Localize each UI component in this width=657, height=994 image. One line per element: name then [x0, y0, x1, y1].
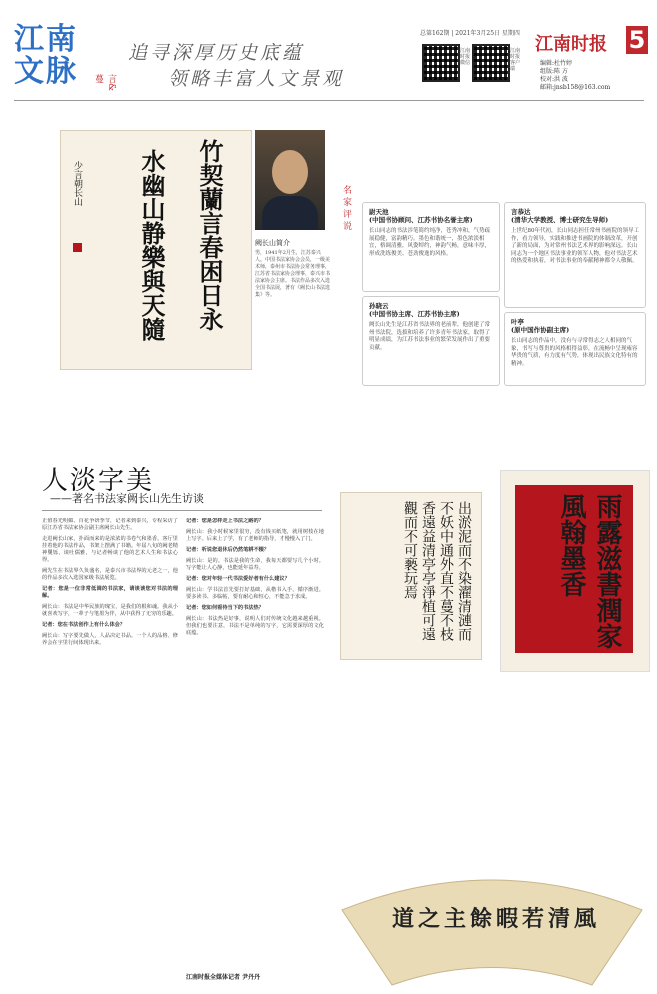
qr-code-app-icon[interactable] — [472, 44, 510, 82]
article-paragraph: 正值春光明媚、百花争妍季节，记者来到泰兴，专程采访了原江苏省书法家协会副主席阙长山先生。 — [42, 518, 178, 531]
masthead-title: 江南文脉 — [14, 22, 78, 89]
seal-script-artwork — [500, 470, 650, 672]
seal-script-panel — [515, 485, 633, 653]
comment-name: 尉天池 — [369, 208, 389, 216]
article-question: 记者：您在书法创作上有什么体会？ — [42, 622, 126, 628]
fan-text: 道之主餘暇若清風 — [392, 906, 601, 932]
qr-code-wechat-icon[interactable] — [422, 44, 460, 82]
qr-caption-wechat: 江南时报微信 — [460, 48, 471, 66]
slogan-line-1: 追寻深厚历史底蕴 — [128, 42, 305, 64]
article-question: 记者：您如何看待当下的书法热？ — [186, 605, 264, 611]
seal-script-text: 雨露滋書潤家風翰墨香 — [556, 493, 622, 649]
comment-card — [362, 202, 500, 292]
comment-role: (原中国作协副主席) — [511, 325, 570, 334]
article-title: 人淡字美 — [42, 466, 155, 496]
article-paragraph: 走进阙长山家，扑面而来的是浓浓的书卷气和墨香。客厅里挂着他的书法作品，书架上摆满了书籍。年届八旬的阙老精神矍铄，谈吐儒雅，与记者畅谈了他的艺术人生和书法心得。 — [42, 536, 178, 563]
comment-name: 言恭达 — [511, 208, 531, 216]
comment-text: 长山同志的作品中，没有与寻常得志之人相同的气象，书写与尊贵的风格相得益彰，在流畅中呈现雍容华贵的气质，有力度有气势，体现出民族文化特有的精神。 — [511, 338, 638, 367]
article-paragraph: 阙长山：是的。书法是我的生命，我每天都要写几个小时。写字能让人心静，也能延年益寿。 — [186, 558, 324, 571]
article-paragraph: 阙长山：书法是中华民族的瑰宝，是我们的根和魂。我从小就喜欢写字，一辈子与笔墨为伴，从中获得了无穷的乐趣。 — [42, 604, 178, 617]
couplet-signature: 少言朝长山 — [72, 161, 82, 206]
couplet-left: 水幽山静樂與天隨 — [137, 149, 166, 341]
article-paragraph: 阙长山：我小时候家里很穷，没有钱买纸笔，就用树枝在地上写字。后来上了学，有了老师的指导，才慢慢入了门。 — [186, 529, 324, 542]
article-question: 记者：您是怎样走上书法之路的？ — [186, 518, 264, 524]
page-number: 5 — [626, 26, 648, 54]
comment-text: 长山同志的书法涉笔简约纯净，苍秀冲和，气势疏展稳健，富韵精巧。墨色和谐统一，墨色浓淡相宜，格调清雅，风姿绰约，神韵气畅，意味丰厚，形成洗练俊美、苍劲俊逸的风格。 — [369, 228, 491, 257]
article-author: 江南时报全媒体记者 尹丹丹 — [186, 974, 261, 981]
article-column-2 — [186, 518, 324, 968]
editor-line: 组版:陈 方 — [540, 68, 568, 75]
issue-info: 总第162期 | 2021年3月25日 星期四 — [420, 30, 520, 37]
article-paragraph: 阙长山：写字要先做人，人品决定书品。一个人的品格、修养会在字里行间体现出来。 — [42, 633, 178, 646]
couplet-right: 竹契蘭言春困日永 — [195, 139, 224, 331]
article-divider — [42, 510, 322, 511]
comment-name: 孙晓云 — [369, 302, 389, 310]
comment-card — [362, 296, 500, 386]
comment-card — [504, 202, 646, 308]
comment-text: 上世纪80年代初，长山同志担任常州书画院的领导工作，看力领导，实践和推进书画院的体制改革，开创了新的局面，为对常州书法艺术界的影响深远。长山同志为一个地区书法事业的领军人物，他对书法艺术的热爱和执着，对书法事业的奉献精神都令人敬佩。 — [511, 228, 640, 264]
comments-label: 名家评说 — [341, 185, 351, 233]
article-paragraph: 阙先生在书法界久负盛名，是泰兴市书法界的元老之一，他的作品多次入选国家级书法展览。 — [42, 568, 178, 581]
article-question: 记者：听说您退休后仍然笔耕不辍？ — [186, 547, 270, 553]
editor-line[interactable]: 邮箱:jnsb158@163.com — [540, 84, 611, 91]
article-paragraph: 阙长山：学书法首先要打好基础，从楷书入手，循序渐进。要多读书、多临帖，要有耐心和恒心，不能急于求成。 — [186, 587, 324, 600]
bio-text: 男，1941年2月生，江苏泰兴人。中国书法家协会会员，一级美术师，泰州市书法协会常务理事，江苏省书法家协会理事，泰兴市书法家协会主席。书法作品多次入选全国书法展，著有《阙长山书法选集》等。 — [255, 250, 331, 298]
article-question: 记者：您是一位非常低调的书法家，请谈谈您对书法的理解。 — [42, 586, 178, 599]
comment-card — [504, 312, 646, 386]
comment-role: (中国书协顾问、江苏书协名誉主席) — [369, 215, 473, 224]
comment-name: 叶亭 — [511, 318, 524, 326]
header-divider — [14, 100, 644, 101]
comment-text: 阙长山先生是江苏省书法界的老前辈，他创建了常州书法院，选拔和培养了许多青年书法家，取得了明显成绩，为江苏书法事业的繁荣发展作出了重要贡献。 — [369, 322, 491, 351]
masthead-sub: 言&蔓 — [93, 74, 116, 92]
slogan-line-2: 领略丰富人文景观 — [168, 68, 345, 90]
fan-artwork — [332, 870, 652, 990]
slogan — [128, 40, 344, 92]
comment-role: (清华大学教授、博士研究生导师) — [511, 215, 609, 224]
editor-line: 校对:洪 波 — [540, 76, 568, 83]
article-question: 记者：您对年轻一代书法爱好者有什么建议？ — [186, 576, 290, 582]
editor-line: 编辑:杜竹婷 — [540, 60, 573, 67]
qr-caption-app: 江南时报客户端 — [510, 48, 521, 72]
article-column-1 — [42, 518, 178, 968]
masthead — [14, 24, 114, 94]
portrait-face — [272, 150, 308, 194]
article-subtitle: ——著名书法家阙长山先生访谈 — [50, 492, 204, 505]
portrait-suit — [262, 196, 318, 230]
comment-role: (中国书协主席、江苏书协主席) — [369, 309, 460, 318]
scroll-text: 出淤泥而不染濯清漣而不妖中通外直不蔓不枝香遠益清亭亭淨植可遠觀而不可褻玩焉 — [402, 501, 472, 641]
bio-title: 阙长山简介 — [255, 239, 290, 247]
editors-list — [540, 60, 610, 92]
paper-name: 江南时报 — [535, 34, 607, 55]
couplet-artwork — [60, 130, 252, 370]
scroll-artwork — [340, 492, 482, 660]
article-paragraph: 阙长山：书法热是好事，说明人们对传统文化越来越重视。但我们也要注意，书法不是单纯的写字，它需要深厚的文化底蕴。 — [186, 616, 324, 636]
seal-stamp-icon — [73, 243, 82, 252]
